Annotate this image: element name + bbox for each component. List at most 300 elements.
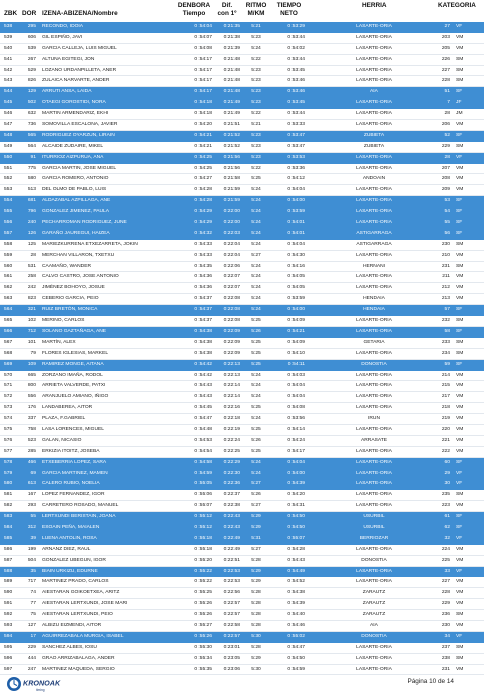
table-row [0,545,484,556]
cell-dif: 0:22:36 [223,481,240,487]
cell-name: AIESTARAN GOIKOETXEA, ARITZ [42,590,120,596]
cell-dor: 513 [27,187,36,193]
cell-ritmo: 5:24 [251,45,261,51]
cell-dor: 109 [27,361,36,367]
cell-dor: 529 [27,67,36,73]
cell-ritmo: 5:23 [251,132,261,138]
cell-dif: 0:22:18 [223,416,240,422]
cell-dor: 167 [27,492,36,498]
cell-neto: 0 :54:04 [287,394,305,400]
cell-category: VM [456,372,464,378]
cell-name: LOPEZ FERNANDEZ, IGOR [42,492,105,498]
cell-herria: LASARTE-ORIA [356,318,392,324]
cell-category: SF [456,198,463,204]
cell-name: ESOAIN PEÑA, MAIALEN [42,524,100,530]
table-row [0,185,484,196]
cell-dif: 0:21:58 [223,176,240,182]
table-row [0,109,484,120]
cell-zbk: 554 [4,198,13,204]
cell-category-rank: 34 [444,633,450,639]
cell-zbk: 580 [4,481,13,487]
cell-zbk: 574 [4,416,13,422]
cell-neto: 0 :54:02 [287,45,305,51]
cell-ritmo: 5:25 [251,361,261,367]
cell-name: RAMIREZ MONGE, AITANA [42,361,104,367]
table-row [0,44,484,55]
cell-zbk: 550 [4,154,13,160]
cell-time: 0 :54:53 [194,437,212,443]
cell-time: 0 :55:18 [194,546,212,552]
cell-ritmo: 5:24 [251,416,261,422]
cell-time: 0 :54:54 [194,448,212,454]
cell-time: 0 :54:21 [194,132,212,138]
cell-category-rank: 214 [441,372,450,378]
cell-neto: 0 :54:12 [287,176,305,182]
cell-neto: 0 :54:03 [287,372,305,378]
cell-category: SF [456,307,463,313]
table-row [0,610,484,621]
cell-zbk: 553 [4,187,13,193]
cell-ritmo: 5:24 [251,296,261,302]
table-row [0,76,484,87]
cell-category-rank: 27 [444,24,450,29]
cell-category: VM [456,448,464,454]
cell-category-rank: 208 [441,176,450,182]
cell-time: 0 :55:06 [194,492,212,498]
table-header [0,0,484,22]
cell-neto: 0 :54:10 [287,350,305,356]
table-row [0,490,484,501]
cell-dif: 0:22:08 [223,296,240,302]
cell-dif: 0:22:57 [223,601,240,607]
cell-dif: 0:22:04 [223,241,240,247]
cell-time: 0 :55:05 [194,481,212,487]
cell-dif: 0:22:53 [223,568,240,574]
cell-dor: 75 [30,612,36,618]
cell-dor: 321 [27,307,36,313]
cell-category: SF [456,132,463,138]
cell-name: ARANJUELO AMIANO, IÑIGO [42,394,109,400]
cell-zbk: 578 [4,459,13,465]
header-zbk: ZBK [4,10,18,17]
cell-zbk: 541 [4,56,13,62]
cell-dif: 0:22:13 [223,361,240,367]
cell-time: 0 :54:29 [194,209,212,215]
cell-name: SOMOVILLA ESCALONA, JAVIER [42,122,118,128]
cell-ritmo: 5:28 [251,612,261,618]
cell-category-rank: 62 [444,524,450,530]
table-row [0,425,484,436]
cell-category-rank: 237 [441,644,450,650]
cell-category-rank: 219 [441,416,450,422]
cell-category-rank: 218 [441,405,450,411]
cell-herria: USURBIL [363,524,385,530]
header-dif-line1: Dif. [221,2,233,9]
cell-dif: 0:22:14 [223,383,240,389]
cell-name: MARTÍN, ALEX [42,339,76,345]
cell-herria: LASARTE-ORIA [356,448,392,454]
cell-category: VM [456,426,464,432]
cell-category-rank: 221 [441,437,450,443]
cell-dif: 0:22:14 [223,394,240,400]
cell-ritmo: 5:21 [251,24,261,29]
header-ritmo-line1: RITMO [245,2,267,9]
cell-category-rank: 205 [441,45,450,51]
cell-name: BIAIN URKIZU, EDURNE [42,568,98,574]
cell-neto: 0 :54:28 [287,546,305,552]
cell-dor: 28 [30,252,36,258]
cell-neto: 0 :53:36 [287,165,305,171]
cell-dor: 267 [27,56,36,62]
cell-category: VF [456,633,463,639]
table-row [0,643,484,654]
cell-ritmo: 5:24 [251,307,261,313]
cell-dif: 0:22:06 [223,263,240,269]
table-row [0,207,484,218]
cell-category: VF [456,568,463,574]
cell-dif: 0:21:59 [223,198,240,204]
cell-herria: LASARTE-ORIA [356,274,392,280]
cell-name: PLAZA, F.GABRIEL [42,416,86,422]
cell-time: 0 :55:22 [194,579,212,585]
cell-dor: 606 [27,34,36,40]
cell-time: 0 :54:32 [194,230,212,236]
cell-zbk: 592 [4,612,13,618]
cell-neto: 0 :54:39 [287,601,305,607]
cell-zbk: 556 [4,220,13,226]
cell-dif: 0:22:09 [223,350,240,356]
cell-time: 0 :55:22 [194,568,212,574]
cell-category-rank: 215 [441,383,450,389]
cell-category-rank: 207 [441,165,450,171]
cell-time: 0 :55:20 [194,557,212,563]
cell-category-rank: 53 [444,198,450,204]
cell-dor: 758 [27,426,36,432]
cell-time: 0 :55:26 [194,612,212,618]
cell-neto: 0 :54:30 [287,252,305,258]
cell-herria: DONOSTIA [361,557,387,563]
cell-name: MERINO, CARLOS [42,318,85,324]
cell-name: MERCHAN VILLARON, TXETXU [42,252,115,258]
cell-neto: 0 :55:02 [287,633,305,639]
cell-neto: 0 :54:24 [287,437,305,443]
cell-neto: 0 :53:44 [287,34,305,40]
cell-time: 0 :54:27 [194,176,212,182]
cell-dif: 0:21:49 [223,111,240,117]
cell-category: VM [456,45,464,51]
cell-category-rank: 220 [441,426,450,432]
cell-category-rank: 217 [441,394,450,400]
cell-herria: LASARTE-ORIA [356,328,392,334]
cell-name: LANDABEREA, AITOR [42,405,93,411]
cell-name: MARTINEZ MAQUEDA, SERGIO [42,666,115,672]
cell-zbk: 571 [4,383,13,389]
cell-category: SM [456,339,464,345]
cell-dif: 0:22:43 [223,524,240,530]
cell-name: CAAMAÑO, WANDER [42,263,91,269]
cell-name: LUENA ANTOLIN, ROSA [42,535,97,541]
cell-dor: 176 [27,405,36,411]
cell-ritmo: 5:24 [251,372,261,378]
cell-zbk: 588 [4,568,13,574]
table-row [0,403,484,414]
cell-herria: LASARTE-ORIA [356,546,392,552]
logo-subtext: timing [36,688,45,692]
cell-category: SM [456,67,464,73]
cell-dif: 0:22:49 [223,546,240,552]
table-row [0,153,484,164]
cell-time: 0 :54:43 [194,383,212,389]
cell-category-rank: 51 [444,89,450,95]
cell-ritmo: 5:23 [251,78,261,84]
cell-dif: 0:22:07 [223,285,240,291]
cell-ritmo: 5:25 [251,350,261,356]
cell-category: VM [456,176,464,182]
cell-category: VM [456,601,464,607]
cell-dif: 0:22:37 [223,492,240,498]
cell-dor: 444 [27,655,36,661]
cell-time: 0 :54:36 [194,285,212,291]
cell-category: SM [456,318,464,324]
cell-ritmo: 5:29 [251,568,261,574]
cell-category: SF [456,514,463,520]
cell-time: 0 :55:18 [194,535,212,541]
cell-neto: 0 :54:01 [287,220,305,226]
cell-time: 0 :54:33 [194,252,212,258]
cell-time: 0 :54:18 [194,111,212,117]
table-row [0,632,484,643]
cell-name: ALCAIDE ZUDAIRE, MIKEL [42,143,104,149]
cell-ritmo: 5:30 [251,633,261,639]
cell-ritmo: 5:27 [251,481,261,487]
cell-ritmo: 5:29 [251,514,261,520]
cell-time: 0 :54:17 [194,89,212,95]
cell-name: GONZALEZ UBEGUN, IGOR [42,557,106,563]
cell-neto: 0 :54:43 [287,557,305,563]
cell-neto: 0 :54:47 [287,644,305,650]
cell-zbk: 549 [4,143,13,149]
cell-ritmo: 5:25 [251,318,261,324]
cell-category-rank: 55 [444,220,450,226]
cell-neto: 0 :53:33 [287,122,305,128]
cell-category-rank: 61 [444,514,450,520]
cell-category-rank: 230 [441,241,450,247]
header-neto [273,2,305,17]
logo-text: KRONOAK [23,678,61,688]
cell-zbk: 552 [4,176,13,182]
cell-zbk: 565 [4,318,13,324]
cell-category-rank: 212 [441,285,450,291]
cell-time: 0 :55:26 [194,633,212,639]
cell-dif: 0:22:16 [223,405,240,411]
table-row [0,240,484,251]
kronoak-logo [6,674,62,694]
cell-herria: ARRASATE [361,437,387,443]
cell-herria: AIA [370,89,378,95]
cell-name: LERTXUNDI BERISTAIN, JOANA [42,514,116,520]
cell-herria: LASARTE-ORIA [356,154,392,160]
cell-time: 0 :55:07 [194,503,212,509]
cell-dor: 127 [27,622,36,628]
cell-zbk: 582 [4,503,13,509]
cell-ritmo: 5:22 [251,111,261,117]
table-row [0,338,484,349]
cell-time: 0 :54:17 [194,67,212,73]
cell-category: VM [456,622,464,628]
cell-dif: 0:21:38 [223,34,240,40]
cell-dor: 681 [27,198,36,204]
cell-category-rank: 231 [441,263,450,269]
cell-dor: 295 [27,24,36,29]
cell-dor: 796 [27,209,36,215]
cell-category-rank: 225 [441,557,450,563]
cell-time: 0 :54:36 [194,274,212,280]
cell-ritmo: 5:27 [251,546,261,552]
cell-ritmo: 5:26 [251,492,261,498]
table-row [0,436,484,447]
cell-category-rank: 60 [444,459,450,465]
cell-herria: DONOSTIA [361,633,387,639]
cell-dif: 0:22:00 [223,209,240,215]
cell-dif: 0:21:48 [223,89,240,95]
cell-name: FLORES IGLESIAS, MARKEL [42,350,109,356]
cell-time: 0 :54:28 [194,198,212,204]
cell-zbk: 539 [4,34,13,40]
cell-category-rank: 30 [444,481,450,487]
cell-name: ERKIZIA ITOITZ, JOSEBA [42,448,100,454]
cell-category-rank: 59 [444,361,450,367]
cell-time: 0 :55:27 [194,622,212,628]
cell-ritmo: 5:24 [251,220,261,226]
cell-neto: 0 :54:14 [287,426,305,432]
cell-dor: 126 [27,230,36,236]
cell-dor: 247 [27,666,36,672]
cell-dif: 0:23:01 [223,644,240,650]
cell-zbk: 594 [4,633,13,639]
cell-dor: 632 [27,111,36,117]
cell-category: SM [456,56,464,62]
cell-category-rank: 229 [441,143,450,149]
cell-ritmo: 5:29 [251,524,261,530]
cell-zbk: 559 [4,252,13,258]
cell-name: ZORZANO IMAÑA, RODOL [42,372,103,378]
cell-category: VM [456,274,464,280]
cell-zbk: 563 [4,296,13,302]
cell-zbk: 561 [4,274,13,280]
table-row [0,458,484,469]
cell-neto: 0 :54:04 [287,459,305,465]
cell-category: SM [456,263,464,269]
cell-herria: LASARTE-ORIA [356,198,392,204]
cell-neto: 0 :54:46 [287,622,305,628]
cell-herria: LASARTE-ORIA [356,372,392,378]
cell-category-rank: 223 [441,503,450,509]
cell-dor: 229 [27,644,36,650]
cell-dor: 564 [27,143,36,149]
cell-category-rank: 226 [441,56,450,62]
cell-dif: 0:22:09 [223,339,240,345]
cell-category: VM [456,437,464,443]
cell-time: 0 :54:35 [194,263,212,269]
cell-herria: LASARTE-ORIA [356,111,392,117]
cell-category-rank: 236 [441,612,450,618]
cell-ritmo: 5:24 [251,198,261,204]
cell-zbk: 585 [4,535,13,541]
cell-neto: 0 :55:07 [287,535,305,541]
cell-ritmo: 5:22 [251,165,261,171]
cell-zbk: 577 [4,448,13,454]
cell-herria: LASARTE-ORIA [356,67,392,73]
cell-name: MARTIN ARMENDARIZ, EKHI [42,111,109,117]
cell-dif: 0:22:58 [223,622,240,628]
table-row [0,251,484,262]
cell-time: 0 :54:18 [194,100,212,106]
cell-zbk: 581 [4,492,13,498]
cell-dor: 826 [27,78,36,84]
cell-zbk: 560 [4,263,13,269]
cell-category-rank: 211 [442,274,450,280]
cell-category-rank: 28 [444,154,450,160]
cell-neto: 0 :54:05 [287,274,305,280]
cell-time: 0 :54:37 [194,307,212,313]
cell-category-rank: 231 [441,666,450,672]
cell-time: 0 :54:17 [194,78,212,84]
cell-ritmo: 5:28 [251,644,261,650]
table-row [0,512,484,523]
cell-ritmo: 5:27 [251,503,261,509]
cell-zbk: 542 [4,67,13,73]
cell-dor: 91 [30,154,36,160]
table-row [0,305,484,316]
cell-name: ARNANZ DIEZ, RAUL [42,546,91,552]
cell-category: VF [456,470,463,476]
cell-neto: 0 :53:47 [287,143,305,149]
cell-dif: 0:22:19 [223,426,240,432]
table-row [0,392,484,403]
cell-time: 0 :54:04 [194,24,212,29]
header-denbora [176,2,212,17]
cell-category: VM [456,546,464,552]
cell-dor: 39 [30,535,36,541]
header-dor: DOR [22,10,37,17]
cell-herria: USURBIL [363,514,385,520]
cell-dor: 312 [27,524,36,530]
cell-time: 0 :55:26 [194,601,212,607]
cell-category-rank: 233 [441,339,450,345]
cell-dif: 0:21:39 [223,45,240,51]
cell-ritmo: 5:25 [251,405,261,411]
cell-dif: 0:21:48 [223,56,240,62]
cell-category: VM [456,34,464,40]
cell-zbk: 557 [4,230,13,236]
cell-zbk: 558 [4,241,13,247]
header-kategoria: KATEGORIA [438,2,476,9]
cell-herria: AIA [370,622,378,628]
cell-zbk: 584 [4,524,13,530]
cell-zbk: 564 [4,307,13,313]
cell-dor: 285 [27,448,36,454]
cell-category-rank: 234 [441,350,450,356]
table-row [0,66,484,77]
cell-time: 0 :54:43 [194,394,212,400]
cell-category: SM [456,241,464,247]
cell-zbk: 590 [4,590,13,596]
cell-herria: LASARTE-ORIA [356,252,392,258]
cell-zbk: 545 [4,100,13,106]
cell-time: 0 :55:25 [194,590,212,596]
cell-neto: 0 :54:21 [287,328,305,334]
cell-herria: LASARTE-ORIA [356,459,392,465]
